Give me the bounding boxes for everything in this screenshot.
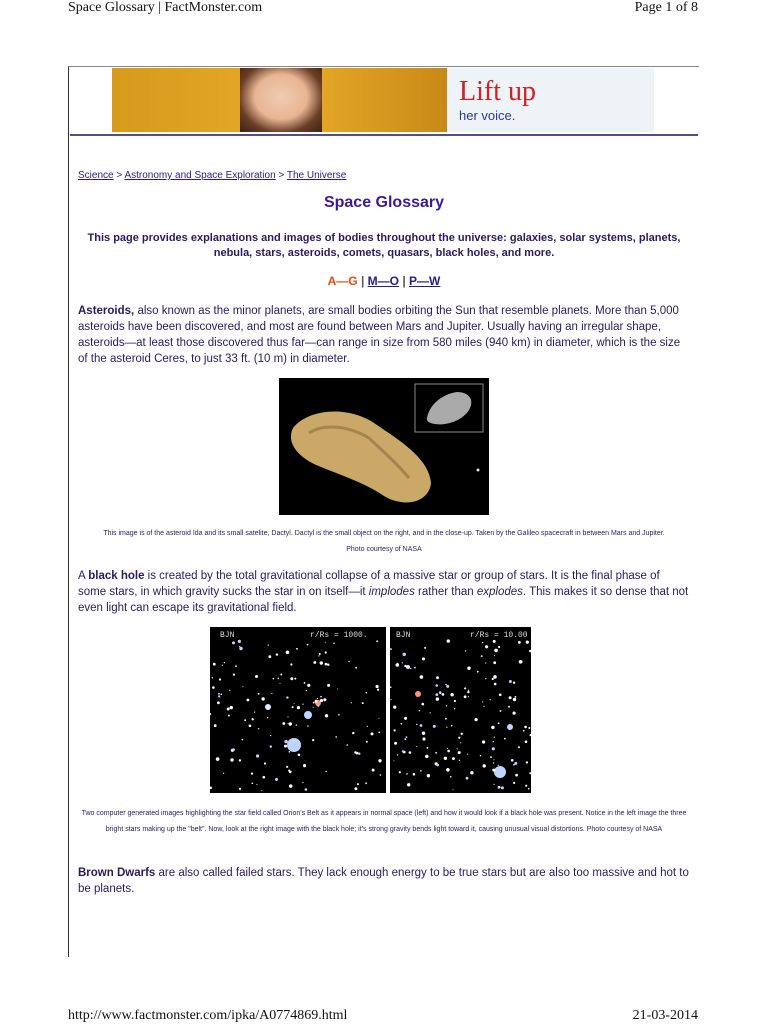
black-hole-term: black hole <box>88 570 145 582</box>
alpha-nav-p-w[interactable]: P—W <box>409 274 441 288</box>
ad-banner[interactable] <box>112 68 654 132</box>
image-left-ratio: r/Rs = 1000. <box>310 631 368 640</box>
breadcrumb-separator: > <box>278 170 285 181</box>
brown-dwarfs-entry <box>78 865 690 897</box>
banner-headline: Lift up <box>459 76 536 107</box>
black-hole-em-explodes: explodes <box>476 586 523 598</box>
black-hole-caption: Two computer generated images highlighting the star field called Orion's Belt as it appears in normal space (left) and how it would look if a black hole was present. Notice in the left image the three bright stars making up the "belt". Now, look at the right image with the black hole; it's strong gravity bends light toward it, causing unusual visual distortions. Photo courtesy of NASA <box>81 810 687 833</box>
banner-divider <box>70 134 698 136</box>
brown-dwarfs-term: Brown Dwarfs <box>78 867 156 879</box>
star-field-black-hole-image <box>390 627 531 793</box>
asteroid-caption <box>78 526 690 558</box>
star-field-normal-image <box>210 627 386 793</box>
asteroids-entry <box>78 303 690 367</box>
breadcrumb-astronomy[interactable]: Astronomy and Space Exploration <box>124 170 276 181</box>
alpha-nav-m-o[interactable]: M—O <box>367 274 399 288</box>
breadcrumb-separator: > <box>116 170 123 181</box>
print-footer-date: 21-03-2014 <box>632 1008 698 1023</box>
black-hole-text-2: rather than <box>414 586 477 598</box>
breadcrumb-universe[interactable]: The Universe <box>286 170 347 181</box>
print-header <box>68 0 698 16</box>
alpha-nav-separator: | <box>360 274 365 288</box>
black-hole-lead: A <box>78 570 89 582</box>
asteroids-text: also known as the minor planets, are small bodies orbiting the Sun that resemble planets. More than 5,000 asteroids have been discovered, and most are found between Mars and Jupiter. Usually having an irregular shape, asteroids—at least those discovered thus far—can range in size from 580 miles (940 km) in diameter, which is the size of the asteroid Ceres, to just 33 ft. (10 m) in diameter. <box>78 305 681 365</box>
black-hole-text-1: is created by the total gravitational collapse of a massive star or group of stars. It is the final phase of some stars, in which gravity sucks the star in on itself—it <box>78 570 660 598</box>
image-left-label: BJN <box>220 631 235 640</box>
alpha-nav-separator: | <box>402 274 406 288</box>
asteroid-ida-image <box>279 378 489 515</box>
print-footer-url: http://www.factmonster.com/ipka/A0774869.html <box>68 1008 348 1023</box>
banner-subline: her voice. <box>459 108 516 123</box>
asteroid-caption-text: This image is of the asteroid Ida and its small satelite, Dactyl. Dactyl is the small object on the right, and in the close-up. Taken by the Galileo spacecraft in between Mars and Jupiter. <box>103 530 665 537</box>
asteroid-photo-credit: Photo courtesy of NASA <box>346 546 422 553</box>
print-header-page: Page 1 of 8 <box>634 0 698 15</box>
banner-ad-text <box>447 68 654 132</box>
image-right-label: BJN <box>396 631 411 640</box>
page-title: Space Glossary <box>323 194 445 211</box>
intro-text: This page provides explanations and images of bodies throughout the universe: galaxies, solar systems, planets, nebula, stars, asteroids, comets, quasars, black holes, and more. <box>87 232 681 259</box>
asteroids-term: Asteroids, <box>78 305 135 317</box>
black-hole-text-3: . This makes it so dense that not even light can escape its gravitational field. <box>78 586 689 614</box>
black-hole-em-implodes: implodes <box>368 586 415 598</box>
alpha-nav-a-g: A—G <box>327 274 358 288</box>
print-footer <box>68 1008 698 1024</box>
alpha-nav <box>70 274 698 288</box>
image-right-ratio: r/Rs = 10.00 <box>470 631 528 640</box>
breadcrumb <box>78 170 346 181</box>
black-hole-entry <box>78 568 690 616</box>
brown-dwarfs-text: are also called failed stars. They lack enough energy to be true stars but are also too massive and hot to be planets. <box>78 867 689 895</box>
banner-photo <box>112 68 447 132</box>
breadcrumb-science[interactable]: Science <box>78 170 114 181</box>
print-header-title: Space Glossary | FactMonster.com <box>68 0 263 15</box>
